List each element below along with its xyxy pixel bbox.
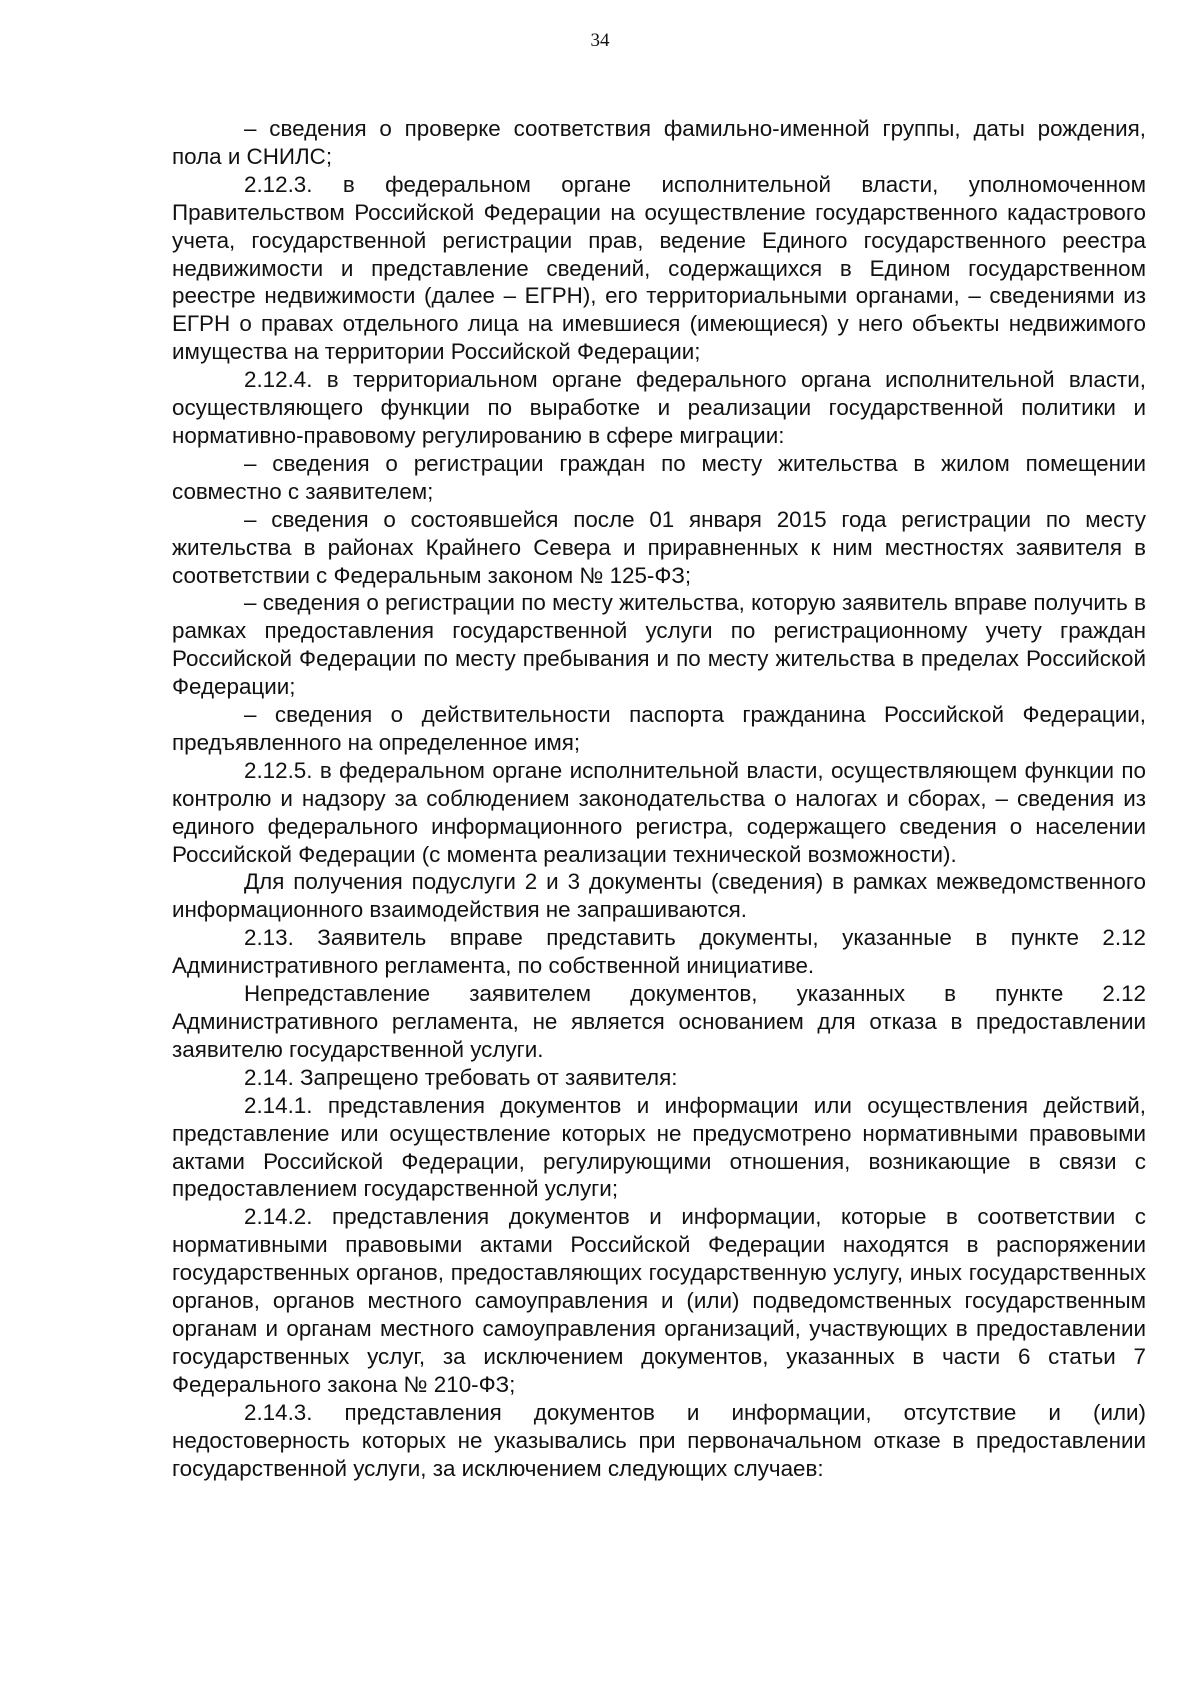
paragraph-2-13: 2.13. Заявитель вправе представить документы, указанные в пункте 2.12 Административного регламента, по собственной инициативе.	[172, 925, 1146, 979]
paragraph-2-12-3: 2.12.3. в федеральном органе исполнительной власти, уполномоченном Правительством Российской Федерации на осуществление государственного кадастрового учета, государственной регистрации прав, ведение Единого государственного реестра недвижимости и представление сведений, содержащихся в Едином государственном реестре недвижимости (далее – ЕГРН), его территориальными органами, – сведениями из ЕГРН о правах отдельного лица на имевшиеся (имеющиеся) у него объекты недвижимого имущества на территории Российской Федерации;	[172, 171, 1146, 365]
paragraph-bullet-registration-residence: – сведения о регистрации граждан по месту жительства в жилом помещении совместно с заявителем;	[172, 450, 1146, 504]
paragraph-bullet-registration-right: – сведения о регистрации по месту жительства, которую заявитель вправе получить в рамках предоставления государственной услуги по регистрационному учету граждан Российской Федерации по месту пребывания и по месту жительства в пределах Российской Федерации;	[172, 590, 1146, 700]
page-number: 34	[590, 30, 610, 51]
paragraph-2-14-1: 2.14.1. представления документов и информации или осуществления действий, представление или осуществление которых не предусмотрено нормативными правовыми актами Российской Федерации, регулирующими отношения, возникающие в связи с предоставлением государственной услуги;	[172, 1092, 1146, 1202]
paragraph-subservice-note: Для получения подуслуги 2 и 3 документы (сведения) в рамках межведомственного информационного взаимодействия не запрашиваются.	[172, 869, 1146, 923]
document-body	[172, 115, 1146, 1482]
paragraph-2-12-4: 2.12.4. в территориальном органе федерального органа исполнительной власти, осуществляющего функции по выработке и реализации государственной политики и нормативно-правовому регулированию в сфере миграции:	[172, 367, 1146, 448]
paragraph-bullet-snils: – сведения о проверке соответствия фамильно-именной группы, даты рождения, пола и СНИЛС;	[172, 116, 1146, 169]
paragraph-2-12-5: 2.12.5. в федеральном органе исполнительной власти, осуществляющем функции по контролю и надзору за соблюдением законодательства о налогах и сборах, – сведения из единого федерального информационного регистра, содержащего сведения о населении Российской Федерации (с момента реализации технической возможности).	[172, 757, 1146, 867]
paragraph-bullet-far-north: – сведения о состоявшейся после 01 января 2015 года регистрации по месту жительства в районах Крайнего Севера и приравненных к ним местностях заявителя в соответствии с Федеральным законом № 125-ФЗ;	[172, 506, 1146, 588]
paragraph-2-14-2: 2.14.2. представления документов и информации, которые в соответствии с нормативными правовыми актами Российской Федерации находятся в распоряжении государственных органов, предоставляющих государственную услугу, иных государственных органов, органов местного самоуправления и (или) подведомственных государственным органам и органам местного самоуправления организаций, участвующих в предоставлении государственных услуг, за исключением документов, указанных в части 6 статьи 7 Федерального закона № 210-ФЗ;	[172, 1204, 1146, 1397]
paragraph-nonsubmission: Непредставление заявителем документов, указанных в пункте 2.12 Административного регламента, не является основанием для отказа в предоставлении заявителю государственной услуги.	[172, 981, 1146, 1062]
paragraph-bullet-passport-validity: – сведения о действительности паспорта гражданина Российской Федерации, предъявленного на определенное имя;	[172, 702, 1146, 755]
paragraph-2-14: 2.14. Запрещено требовать от заявителя:	[244, 1064, 678, 1090]
paragraph-2-14-3: 2.14.3. представления документов и информации, отсутствие и (или) недостоверность которых не указывались при первоначальном отказе в предоставлении государственной услуги, за исключением следующих случаев:	[172, 1399, 1146, 1481]
